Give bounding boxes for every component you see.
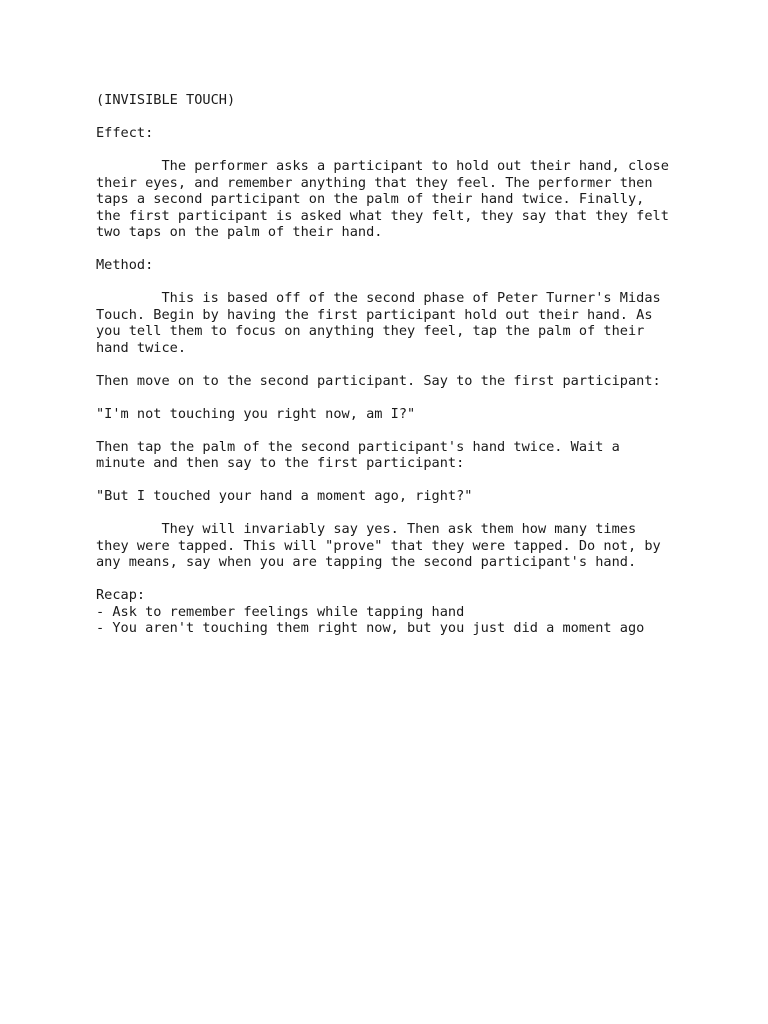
effect-heading: Effect: bbox=[96, 125, 154, 141]
document-title: (INVISIBLE TOUCH) bbox=[96, 92, 236, 108]
spacer bbox=[96, 505, 736, 522]
spacer bbox=[96, 472, 736, 489]
recap-list bbox=[96, 604, 736, 637]
spacer bbox=[96, 241, 736, 258]
recap-item: - You aren't touching them right now, but you just did a moment ago bbox=[96, 620, 645, 636]
document-page bbox=[96, 92, 736, 637]
effect-line: the first participant is asked what they felt, they say that they felt bbox=[96, 207, 669, 224]
quote-line: "I'm not touching you right now, am I?" bbox=[96, 405, 416, 422]
effect-paragraph bbox=[96, 158, 736, 241]
spacer bbox=[96, 389, 736, 406]
spacer bbox=[96, 142, 736, 159]
method-line: they were tapped. This will "prove" that they were tapped. Do not, by bbox=[96, 537, 661, 554]
method-line: Then move on to the second participant. Say to the first participant: bbox=[96, 372, 661, 389]
method-line: any means, say when you are tapping the second participant's hand. bbox=[96, 554, 637, 570]
method-paragraph-2 bbox=[96, 373, 736, 390]
method-paragraph-1 bbox=[96, 290, 736, 356]
method-paragraph-4 bbox=[96, 521, 736, 571]
method-line: They will invariably say yes. Then ask them how many times bbox=[96, 521, 637, 537]
method-quote-1 bbox=[96, 406, 736, 423]
method-line: Touch. Begin by having the first participant hold out their hand. As bbox=[96, 306, 653, 323]
spacer bbox=[96, 422, 736, 439]
spacer bbox=[96, 571, 736, 588]
effect-line: their eyes, and remember anything that they feel. The performer then bbox=[96, 174, 653, 191]
method-heading: Method: bbox=[96, 257, 154, 273]
recap-heading: Recap: bbox=[96, 587, 146, 603]
method-line: hand twice. bbox=[96, 339, 187, 356]
quote-line: "But I touched your hand a moment ago, right?" bbox=[96, 488, 473, 504]
spacer bbox=[96, 109, 736, 126]
effect-line: The performer asks a participant to hold out their hand, close bbox=[96, 158, 669, 174]
method-line: Then tap the palm of the second participant's hand twice. Wait a bbox=[96, 438, 620, 455]
method-quote-2 bbox=[96, 488, 736, 505]
effect-line: two taps on the palm of their hand. bbox=[96, 224, 383, 240]
spacer bbox=[96, 274, 736, 291]
method-line: you tell them to focus on anything they feel, tap the palm of their bbox=[96, 323, 645, 339]
effect-line: taps a second participant on the palm of their hand twice. Finally, bbox=[96, 191, 645, 207]
method-paragraph-3 bbox=[96, 439, 736, 472]
recap-item: - Ask to remember feelings while tapping hand bbox=[96, 603, 465, 620]
method-line: minute and then say to the first participant: bbox=[96, 455, 465, 471]
method-line: This is based off of the second phase of Peter Turner's Midas bbox=[96, 290, 661, 306]
spacer bbox=[96, 356, 736, 373]
